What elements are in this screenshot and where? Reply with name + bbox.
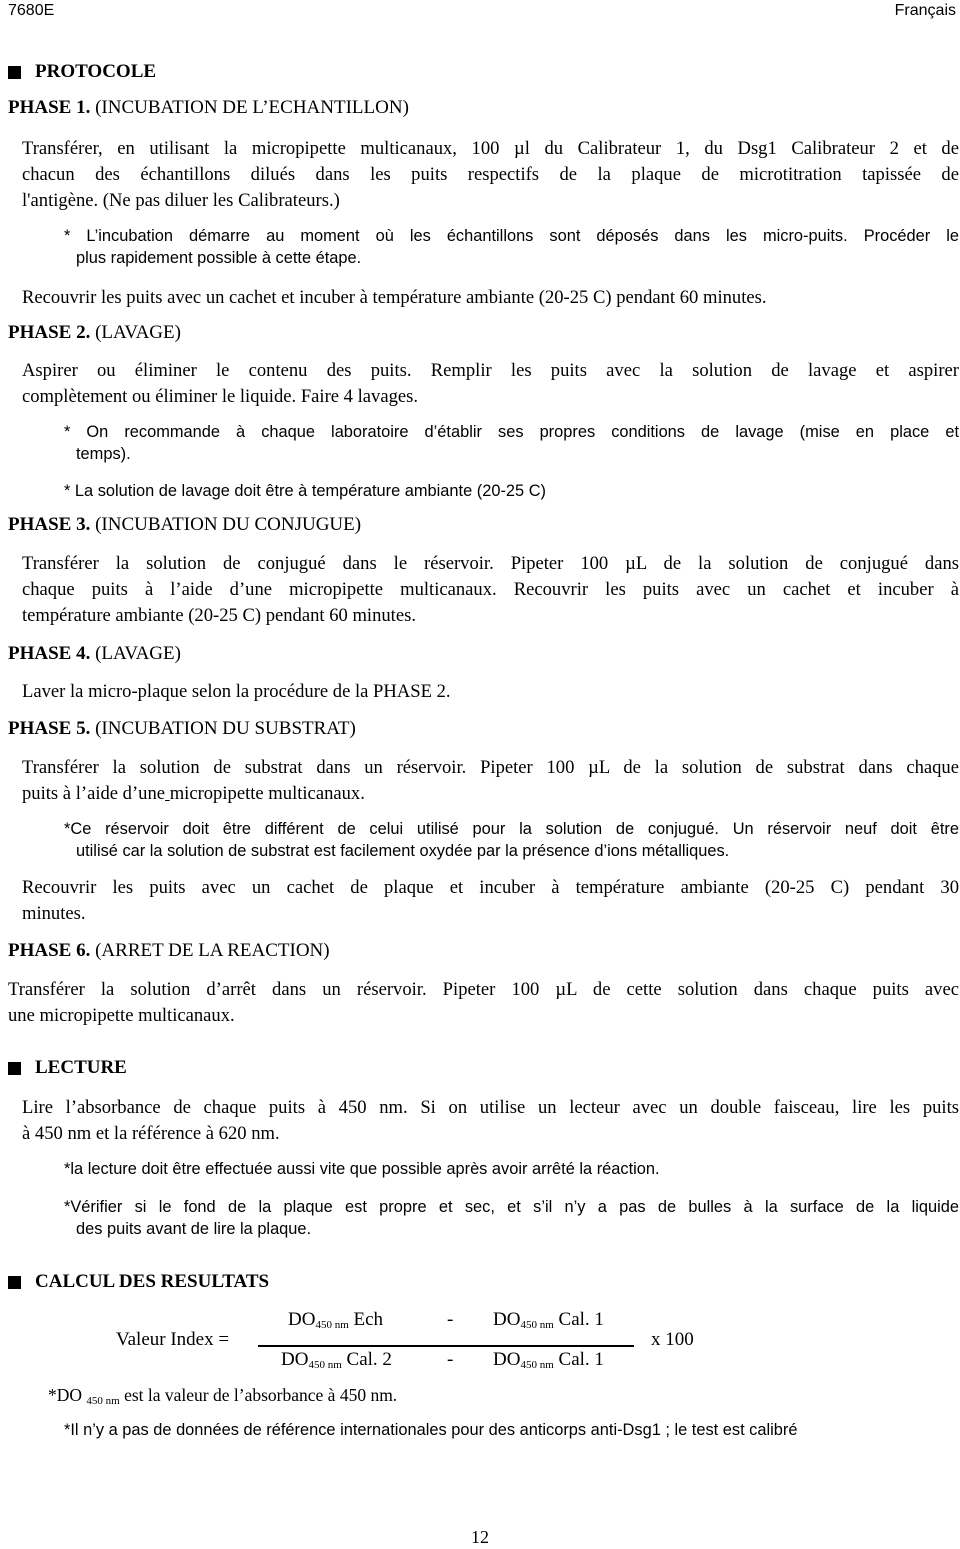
phase-name: (LAVAGE) (95, 643, 181, 664)
numerator-term-a (288, 1309, 383, 1331)
note-line: des puits avant de lire la plaque. (76, 1220, 312, 1238)
formula-footnote (48, 1385, 397, 1407)
phase-number: PHASE 6. (8, 940, 91, 961)
text-line: minutes. (22, 903, 86, 924)
phase-number: PHASE 1. (8, 97, 91, 118)
language-label: Français (894, 2, 956, 19)
formula-lhs: Valeur Index = (116, 1329, 230, 1350)
phase-1-heading (8, 97, 409, 119)
phase-1-text (22, 136, 959, 214)
square-bullet-icon (8, 1062, 21, 1075)
page-number: 12 (471, 1527, 489, 1547)
term-label: Cal. 1 (558, 1349, 604, 1370)
wavelength-subscript: 450 nm (315, 1319, 349, 1331)
section-calcul (8, 1271, 269, 1293)
section-protocole (8, 61, 156, 83)
phase-name: (INCUBATION DE L’ECHANTILLON) (95, 97, 409, 118)
wavelength-subscript: 450 nm (520, 1319, 554, 1331)
footnote-text: est la valeur de l’absorbance à 450 nm. (124, 1385, 398, 1405)
text-line: Recouvrir les puits avec un cachet et incuber à température ambiante (20-25 C) pendant 60 minutes. (22, 287, 767, 308)
phase-5-text (22, 755, 959, 807)
text-line: Laver la micro-plaque selon la procédure de la PHASE 2. (22, 681, 451, 702)
footnote-do: *DO (48, 1385, 83, 1405)
phase-number: PHASE 5. (8, 718, 91, 739)
text-line: Recouvrir les puits avec un cachet de plaque et incuber à température ambiante (20-25 C) pendant 30 (22, 877, 959, 898)
text-line: complètement ou éliminer le liquide. Faire 4 lavages. (22, 386, 419, 407)
phase-name: (LAVAGE) (95, 322, 181, 343)
calcul-note (64, 1419, 959, 1441)
text-line: Transférer, en utilisant la micropipette multicanaux, 100 µl du Calibrateur 1, du Dsg1 Calibrateur 2 et de (22, 138, 959, 159)
phase-name: (INCUBATION DU SUBSTRAT) (95, 718, 356, 739)
phase-5-note (64, 818, 959, 862)
phase-2-text (22, 358, 959, 410)
phase-1-after (22, 285, 959, 311)
phase-6-text (8, 977, 959, 1029)
phase-2-note-2 (64, 480, 959, 502)
do-label: DO (288, 1309, 316, 1330)
phase-number: PHASE 3. (8, 514, 91, 535)
note-line: *Vérifier si le fond de la plaque est propre et sec, et s’il n’y a pas de bulles à la surface de la liquide (64, 1198, 959, 1216)
do-label: DO (493, 1309, 521, 1330)
multiplier: x 100 (651, 1329, 694, 1350)
text-line: à 450 nm et la référence à 620 nm. (22, 1123, 280, 1144)
lecture-text (22, 1095, 959, 1147)
text-line: chacun des échantillons dilués dans les puits respectifs de la plaque de microtitration tapissée de (22, 164, 959, 185)
note-line: temps). (76, 445, 131, 463)
square-bullet-icon (8, 1276, 21, 1289)
wavelength-subscript: 450 nm (520, 1359, 554, 1371)
text-segment: micropipette multicanaux. (169, 783, 365, 804)
text-line: chaque puits à l’aide d’une micropipette multicanaux. Recouvrir les puits avec un cachet et incuber à (22, 579, 959, 600)
term-label: Cal. 1 (558, 1309, 604, 1330)
text-line: une micropipette multicanaux. (8, 1005, 235, 1026)
phase-5-heading (8, 718, 356, 740)
phase-4-heading (8, 643, 181, 665)
text-line: l'antigène. (Ne pas diluer les Calibrateurs.) (22, 190, 340, 211)
phase-2-heading (8, 322, 181, 344)
phase-3-heading (8, 514, 361, 536)
lecture-note-1 (64, 1158, 959, 1180)
phase-6-heading (8, 940, 330, 962)
section-title: CALCUL DES RESULTATS (35, 1271, 270, 1292)
section-title: PROTOCOLE (35, 61, 157, 82)
note-line: * La solution de lavage doit être à température ambiante (20-25 C) (64, 482, 546, 500)
numerator-minus: - (447, 1309, 454, 1330)
note-line: utilisé car la solution de substrat est facilement oxydée par la présence d’ions métalliques. (76, 842, 730, 860)
phase-5-after (22, 875, 959, 927)
section-title: LECTURE (35, 1057, 127, 1078)
text-line: Aspirer ou éliminer le contenu des puits. Remplir les puits avec la solution de lavage et aspirer (22, 360, 959, 381)
phase-number: PHASE 4. (8, 643, 91, 664)
wavelength-subscript: 450 nm (86, 1395, 120, 1407)
text-line: Lire l’absorbance de chaque puits à 450 nm. Si on utilise un lecteur avec un double faisceau, lire les puits (22, 1097, 959, 1118)
do-label: DO (493, 1349, 521, 1370)
section-lecture (8, 1057, 127, 1079)
phase-4-text (22, 679, 959, 705)
square-bullet-icon (8, 66, 21, 79)
denominator-term-b (493, 1349, 604, 1371)
term-label: Cal. 2 (346, 1349, 392, 1370)
phase-2-note-1 (64, 421, 959, 465)
phase-name: (ARRET DE LA REACTION) (95, 940, 330, 961)
term-label: Ech (353, 1309, 384, 1330)
note-line: * L’incubation démarre au moment où les échantillons sont déposés dans les micro-puits. Procéder le (64, 227, 959, 245)
denominator-minus: - (447, 1349, 454, 1370)
numerator-term-b (493, 1309, 604, 1331)
fraction-bar (258, 1345, 634, 1347)
text-line: Transférer la solution de conjugué dans le réservoir. Pipeter 100 µL de la solution de conjugué dans (22, 553, 959, 574)
note-line: * On recommande à chaque laboratoire d’établir ses propres conditions de lavage (mise en place et (64, 423, 959, 441)
note-line: *Il n’y a pas de données de référence internationales pour des anticorps anti-Dsg1 ; le test est calibré (64, 1421, 798, 1439)
phase-1-note (64, 225, 959, 269)
do-label: DO (281, 1349, 309, 1370)
text-segment: puits à l’aide d’une (22, 783, 166, 804)
denominator-term-a (281, 1349, 392, 1371)
text-line: Transférer la solution de substrat dans un réservoir. Pipeter 100 µL de la solution de substrat dans chaque (22, 757, 959, 778)
phase-name: (INCUBATION DU CONJUGUE) (95, 514, 362, 535)
note-line: *Ce réservoir doit être différent de celui utilisé pour la solution de conjugué. Un réservoir neuf doit être (64, 820, 959, 838)
note-line: plus rapidement possible à cette étape. (76, 249, 362, 267)
lecture-note-2 (64, 1196, 959, 1240)
text-line (22, 781, 959, 807)
wavelength-subscript: 450 nm (308, 1359, 342, 1371)
text-line: Transférer la solution d’arrêt dans un réservoir. Pipeter 100 µL de cette solution dans chaque puits avec (8, 979, 959, 1000)
note-line: *la lecture doit être effectuée aussi vite que possible après avoir arrêté la réaction. (64, 1160, 660, 1178)
phase-3-text (22, 551, 959, 629)
phase-number: PHASE 2. (8, 322, 91, 343)
text-line: température ambiante (20-25 C) pendant 60 minutes. (22, 605, 416, 626)
document-code: 7680E (8, 2, 55, 19)
